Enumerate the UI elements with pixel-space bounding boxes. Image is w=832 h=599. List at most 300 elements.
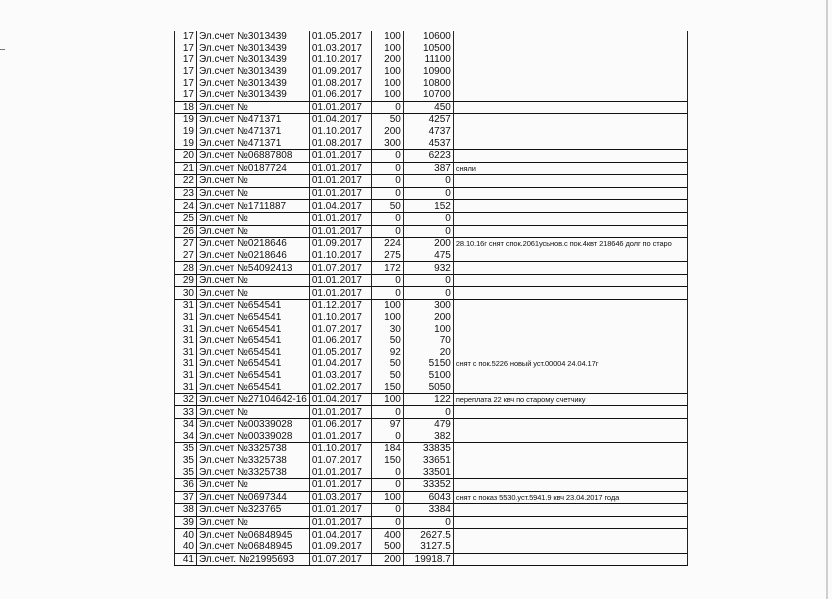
- note: [453, 262, 687, 275]
- consumption: 0: [371, 274, 403, 287]
- row-number: 38: [175, 504, 197, 517]
- consumption: 100: [371, 491, 403, 504]
- meter-reading: 70: [403, 335, 453, 347]
- consumption: 200: [371, 126, 403, 138]
- table-row: [175, 187, 688, 200]
- row-number: 19: [175, 126, 197, 138]
- note: [453, 346, 687, 358]
- meter-reading: 0: [403, 225, 453, 238]
- meter-reading: 5150: [403, 358, 453, 370]
- consumption: 0: [371, 212, 403, 225]
- meter-reading: 6223: [403, 149, 453, 162]
- consumption: 0: [371, 431, 403, 443]
- row-number: 22: [175, 175, 197, 188]
- meter-reading: 5100: [403, 370, 453, 382]
- meter-reading: 0: [403, 406, 453, 419]
- row-number: 23: [175, 187, 197, 200]
- account-name: Эл.счет №654541: [197, 381, 310, 393]
- account-name: Эл.счет №: [197, 478, 310, 491]
- row-number: 19: [175, 114, 197, 126]
- table-row: [175, 358, 688, 370]
- table-row: [175, 250, 688, 262]
- meter-reading: 10800: [403, 77, 453, 89]
- consumption: 184: [371, 443, 403, 455]
- row-number: 36: [175, 478, 197, 491]
- account-name: Эл.счет №3325738: [197, 443, 310, 455]
- table-row: [175, 300, 688, 312]
- row-number: 20: [175, 149, 197, 162]
- account-name: Эл.счет №: [197, 212, 310, 225]
- consumption: 100: [371, 77, 403, 89]
- account-name: Эл.счет №654541: [197, 346, 310, 358]
- account-name: Эл.счет №06887808: [197, 149, 310, 162]
- account-name: Эл.счет №: [197, 101, 310, 114]
- meter-reading: 10900: [403, 66, 453, 78]
- note: [453, 43, 687, 55]
- consumption: 150: [371, 455, 403, 467]
- account-name: Эл.счет №654541: [197, 335, 310, 347]
- note: [453, 431, 687, 443]
- table-row: [175, 238, 688, 250]
- table-row: [175, 491, 688, 504]
- meter-reading: 20: [403, 346, 453, 358]
- reading-date: 01.01.2017: [309, 406, 371, 419]
- reading-date: 01.08.2017: [309, 77, 371, 89]
- note: [453, 504, 687, 517]
- meter-readings-table: [174, 31, 688, 566]
- note: [453, 478, 687, 491]
- reading-date: 01.01.2017: [309, 504, 371, 517]
- note: [453, 137, 687, 149]
- note: [453, 101, 687, 114]
- table-row: [175, 541, 688, 553]
- meter-reading: 479: [403, 419, 453, 431]
- table-row: [175, 89, 688, 101]
- consumption: 100: [371, 89, 403, 101]
- note: [453, 455, 687, 467]
- consumption: 100: [371, 31, 403, 43]
- table-row: [175, 225, 688, 238]
- note: [453, 516, 687, 529]
- account-name: Эл.счет №471371: [197, 114, 310, 126]
- meter-reading: 33501: [403, 466, 453, 478]
- note: [453, 335, 687, 347]
- row-number: 35: [175, 455, 197, 467]
- row-number: 32: [175, 393, 197, 406]
- reading-date: 01.05.2017: [309, 31, 371, 43]
- table-row: [175, 335, 688, 347]
- table-row: [175, 31, 688, 43]
- note: [453, 300, 687, 312]
- row-number: 33: [175, 406, 197, 419]
- meter-reading: 100: [403, 323, 453, 335]
- reading-date: 01.06.2017: [309, 89, 371, 101]
- note: [453, 370, 687, 382]
- table-row: [175, 274, 688, 287]
- reading-date: 01.01.2017: [309, 466, 371, 478]
- table-row: [175, 101, 688, 114]
- meter-reading: 33352: [403, 478, 453, 491]
- account-name: Эл.счет №1711887: [197, 200, 310, 213]
- account-name: Эл.счет №: [197, 406, 310, 419]
- consumption: 172: [371, 262, 403, 275]
- table-row: [175, 381, 688, 393]
- table-row: [175, 504, 688, 517]
- meter-reading: 0: [403, 175, 453, 188]
- reading-date: 01.01.2017: [309, 516, 371, 529]
- table-row: [175, 200, 688, 213]
- note: [453, 443, 687, 455]
- reading-date: 01.01.2017: [309, 162, 371, 175]
- account-name: Эл.счет №00339028: [197, 431, 310, 443]
- table-row: [175, 370, 688, 382]
- consumption: 400: [371, 529, 403, 541]
- consumption: 224: [371, 238, 403, 250]
- meter-reading: 152: [403, 200, 453, 213]
- account-name: Эл.счет №3013439: [197, 31, 310, 43]
- account-name: Эл.счет №: [197, 274, 310, 287]
- meter-reading: 450: [403, 101, 453, 114]
- note: [453, 250, 687, 262]
- reading-date: 01.12.2017: [309, 300, 371, 312]
- row-number: 39: [175, 516, 197, 529]
- table-row: [175, 346, 688, 358]
- consumption: 0: [371, 478, 403, 491]
- note: снят с пок.5226 новый уст.00004 24.04.17г: [453, 358, 687, 370]
- row-number: 31: [175, 312, 197, 324]
- note: [453, 89, 687, 101]
- row-number: 17: [175, 89, 197, 101]
- meter-reading: 200: [403, 238, 453, 250]
- consumption: 100: [371, 66, 403, 78]
- reading-date: 01.10.2017: [309, 312, 371, 324]
- consumption: 0: [371, 101, 403, 114]
- consumption: 0: [371, 149, 403, 162]
- note: [453, 381, 687, 393]
- meter-reading: 122: [403, 393, 453, 406]
- account-name: Эл.счет №3013439: [197, 66, 310, 78]
- row-number: 17: [175, 77, 197, 89]
- table-row: [175, 114, 688, 126]
- row-number: 40: [175, 529, 197, 541]
- consumption: 0: [371, 466, 403, 478]
- consumption: 92: [371, 346, 403, 358]
- table-row: [175, 312, 688, 324]
- meter-reading: 19918.7: [403, 553, 453, 566]
- row-number: 37: [175, 491, 197, 504]
- note: [453, 212, 687, 225]
- note: снят с показ 5530.уст.5941.9 квч 23.04.2017 года: [453, 491, 687, 504]
- row-number: 17: [175, 43, 197, 55]
- table-row: [175, 516, 688, 529]
- table-row: [175, 529, 688, 541]
- account-name: Эл.счет №3325738: [197, 455, 310, 467]
- note: [453, 126, 687, 138]
- account-name: Эл.счет №3013439: [197, 89, 310, 101]
- account-name: Эл.счет №654541: [197, 300, 310, 312]
- consumption: 97: [371, 419, 403, 431]
- row-number: 31: [175, 346, 197, 358]
- account-name: Эл.счет №0697344: [197, 491, 310, 504]
- reading-date: 01.01.2017: [309, 225, 371, 238]
- consumption: 50: [371, 114, 403, 126]
- meter-reading: 33651: [403, 455, 453, 467]
- meter-reading: 4737: [403, 126, 453, 138]
- reading-date: 01.04.2017: [309, 200, 371, 213]
- consumption: 200: [371, 553, 403, 566]
- meter-reading: 10500: [403, 43, 453, 55]
- meter-reading: 4257: [403, 114, 453, 126]
- consumption: 50: [371, 335, 403, 347]
- table-row: [175, 137, 688, 149]
- consumption: 300: [371, 137, 403, 149]
- reading-date: 01.07.2017: [309, 262, 371, 275]
- row-number: 34: [175, 419, 197, 431]
- table-row: [175, 77, 688, 89]
- account-name: Эл.счет №54092413: [197, 262, 310, 275]
- row-number: 21: [175, 162, 197, 175]
- meter-reading: 387: [403, 162, 453, 175]
- consumption: 100: [371, 312, 403, 324]
- table-row: [175, 287, 688, 300]
- account-name: Эл.счет №: [197, 175, 310, 188]
- row-number: 28: [175, 262, 197, 275]
- consumption: 0: [371, 406, 403, 419]
- account-name: Эл.счет №: [197, 516, 310, 529]
- meter-reading: 5050: [403, 381, 453, 393]
- account-name: Эл.счет №3325738: [197, 466, 310, 478]
- reading-date: 01.08.2017: [309, 137, 371, 149]
- row-number: 17: [175, 54, 197, 66]
- reading-date: 01.10.2017: [309, 250, 371, 262]
- consumption: 275: [371, 250, 403, 262]
- reading-date: 01.07.2017: [309, 553, 371, 566]
- reading-date: 01.04.2017: [309, 529, 371, 541]
- row-number: 26: [175, 225, 197, 238]
- account-name: Эл.счет №654541: [197, 370, 310, 382]
- row-number: 40: [175, 541, 197, 553]
- account-name: Эл.счет №0218646: [197, 238, 310, 250]
- row-number: 17: [175, 66, 197, 78]
- note: [453, 541, 687, 553]
- table-row: [175, 262, 688, 275]
- table-row: [175, 443, 688, 455]
- note: 28.10.16г снят спок.2061усьнов.с пок.4квт 218646 долг по старо: [453, 238, 687, 250]
- row-number: 30: [175, 287, 197, 300]
- reading-date: 01.04.2017: [309, 358, 371, 370]
- scan-mark: [0, 49, 5, 50]
- account-name: Эл.счет №654541: [197, 312, 310, 324]
- row-number: 27: [175, 238, 197, 250]
- table-row: [175, 126, 688, 138]
- account-name: Эл.счет №654541: [197, 323, 310, 335]
- account-name: Эл.счет №27104642-16: [197, 393, 310, 406]
- consumption: 500: [371, 541, 403, 553]
- reading-date: 01.07.2017: [309, 323, 371, 335]
- note: [453, 287, 687, 300]
- account-name: Эл.счет №471371: [197, 126, 310, 138]
- note: [453, 529, 687, 541]
- note: [453, 149, 687, 162]
- row-number: 31: [175, 381, 197, 393]
- note: [453, 274, 687, 287]
- note: [453, 114, 687, 126]
- table-row: [175, 175, 688, 188]
- meter-reading: 475: [403, 250, 453, 262]
- note: [453, 187, 687, 200]
- account-name: Эл.счет №471371: [197, 137, 310, 149]
- row-number: 31: [175, 370, 197, 382]
- reading-date: 01.01.2017: [309, 175, 371, 188]
- table-row: [175, 66, 688, 78]
- table-row: [175, 54, 688, 66]
- consumption: 50: [371, 358, 403, 370]
- row-number: 17: [175, 31, 197, 43]
- consumption: 0: [371, 287, 403, 300]
- reading-date: 01.06.2017: [309, 335, 371, 347]
- consumption: 0: [371, 225, 403, 238]
- account-name: Эл.счет №00339028: [197, 419, 310, 431]
- note: переплата 22 квч по старому счетчику: [453, 393, 687, 406]
- account-name: Эл.счет №3013439: [197, 77, 310, 89]
- row-number: 35: [175, 443, 197, 455]
- table-row: [175, 553, 688, 566]
- row-number: 31: [175, 335, 197, 347]
- account-name: Эл.счет №: [197, 287, 310, 300]
- table-row: [175, 431, 688, 443]
- table-row: [175, 455, 688, 467]
- account-name: Эл.счет №06848945: [197, 529, 310, 541]
- consumption: 30: [371, 323, 403, 335]
- table-row: [175, 393, 688, 406]
- meter-reading: 6043: [403, 491, 453, 504]
- reading-date: 01.04.2017: [309, 393, 371, 406]
- consumption: 50: [371, 370, 403, 382]
- meter-reading: 2627.5: [403, 529, 453, 541]
- reading-date: 01.10.2017: [309, 443, 371, 455]
- reading-date: 01.01.2017: [309, 431, 371, 443]
- table-row: [175, 149, 688, 162]
- account-name: Эл.счет №654541: [197, 358, 310, 370]
- table-row: [175, 162, 688, 175]
- table-row: [175, 212, 688, 225]
- note: [453, 54, 687, 66]
- account-name: Эл.счет №323765: [197, 504, 310, 517]
- meter-reading: 932: [403, 262, 453, 275]
- row-number: 31: [175, 358, 197, 370]
- scan-right-edge: [826, 0, 828, 599]
- row-number: 27: [175, 250, 197, 262]
- note: [453, 66, 687, 78]
- reading-date: 01.07.2017: [309, 455, 371, 467]
- table-row: [175, 43, 688, 55]
- note: [453, 200, 687, 213]
- note: [453, 225, 687, 238]
- reading-date: 01.09.2017: [309, 541, 371, 553]
- note: сняли: [453, 162, 687, 175]
- row-number: 34: [175, 431, 197, 443]
- reading-date: 01.03.2017: [309, 370, 371, 382]
- table-row: [175, 466, 688, 478]
- note: [453, 312, 687, 324]
- account-name: Эл.счет. №21995693: [197, 553, 310, 566]
- meter-reading: 382: [403, 431, 453, 443]
- meter-reading: 0: [403, 287, 453, 300]
- meter-reading: 200: [403, 312, 453, 324]
- meter-reading: 10600: [403, 31, 453, 43]
- row-number: 19: [175, 137, 197, 149]
- consumption: 100: [371, 393, 403, 406]
- meter-reading: 0: [403, 212, 453, 225]
- account-name: Эл.счет №0187724: [197, 162, 310, 175]
- reading-date: 01.03.2017: [309, 43, 371, 55]
- reading-date: 01.01.2017: [309, 287, 371, 300]
- table-row: [175, 406, 688, 419]
- account-name: Эл.счет №: [197, 225, 310, 238]
- reading-date: 01.02.2017: [309, 381, 371, 393]
- reading-date: 01.01.2017: [309, 212, 371, 225]
- consumption: 200: [371, 54, 403, 66]
- reading-date: 01.03.2017: [309, 491, 371, 504]
- consumption: 50: [371, 200, 403, 213]
- account-name: Эл.счет №0218646: [197, 250, 310, 262]
- meter-reading: 11100: [403, 54, 453, 66]
- meter-reading: 33835: [403, 443, 453, 455]
- reading-date: 01.01.2017: [309, 149, 371, 162]
- account-name: Эл.счет №3013439: [197, 43, 310, 55]
- note: [453, 175, 687, 188]
- reading-date: 01.05.2017: [309, 346, 371, 358]
- consumption: 100: [371, 300, 403, 312]
- meter-reading: 4537: [403, 137, 453, 149]
- row-number: 31: [175, 323, 197, 335]
- reading-date: 01.01.2017: [309, 101, 371, 114]
- reading-date: 01.06.2017: [309, 419, 371, 431]
- consumption: 0: [371, 504, 403, 517]
- meter-reading: 0: [403, 274, 453, 287]
- meter-reading: 0: [403, 516, 453, 529]
- row-number: 25: [175, 212, 197, 225]
- meter-reading: 0: [403, 187, 453, 200]
- reading-date: 01.09.2017: [309, 66, 371, 78]
- row-number: 18: [175, 101, 197, 114]
- meter-reading: 300: [403, 300, 453, 312]
- reading-date: 01.01.2017: [309, 187, 371, 200]
- note: [453, 31, 687, 43]
- meter-reading: 3127.5: [403, 541, 453, 553]
- meter-reading: 10700: [403, 89, 453, 101]
- table-row: [175, 323, 688, 335]
- table-row: [175, 478, 688, 491]
- note: [453, 466, 687, 478]
- consumption: 150: [371, 381, 403, 393]
- account-name: Эл.счет №: [197, 187, 310, 200]
- consumption: 0: [371, 516, 403, 529]
- account-name: Эл.счет №3013439: [197, 54, 310, 66]
- note: [453, 323, 687, 335]
- row-number: 35: [175, 466, 197, 478]
- note: [453, 406, 687, 419]
- consumption: 0: [371, 162, 403, 175]
- consumption: 100: [371, 43, 403, 55]
- consumption: 0: [371, 187, 403, 200]
- reading-date: 01.04.2017: [309, 114, 371, 126]
- reading-date: 01.01.2017: [309, 478, 371, 491]
- note: [453, 553, 687, 566]
- note: [453, 77, 687, 89]
- row-number: 24: [175, 200, 197, 213]
- account-name: Эл.счет №06848945: [197, 541, 310, 553]
